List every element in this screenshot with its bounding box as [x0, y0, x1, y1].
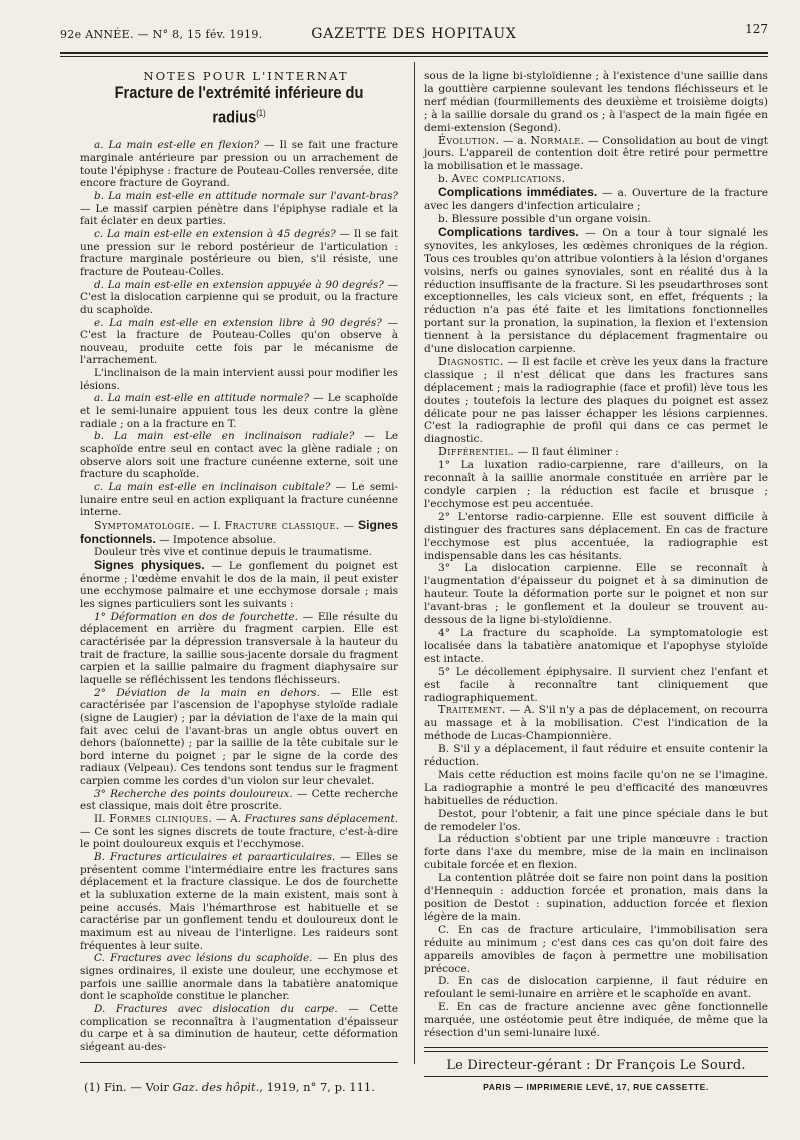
paragraph: B. Fractures articulaires et paraarticulaires. — Elles se présentent comme l'intermédiaire entre les fractures sans déplacement et la fracture classique. Le dos de fourchette et la subluxation externe de la main existent, mais sont à peine accusés. Mais l'hémarthrose est habituelle et se caractérise par un gonflement tendu et douloureux dont le maximum est au niveau de l'interligne. Les raideurs sont fréquentes à leur suite. — [80, 851, 398, 952]
list-item: 2° L'entorse radio-carpienne. Elle est souvent difficile à distinguer des fractures sans déplacement. En cas de fracture l'ecchymose est plus accentuée, la radiographie est indispensable dans les cas hésitants. — [424, 510, 768, 562]
footnote-rule — [80, 1062, 398, 1063]
section-formes: II. Formes cliniques. — A. Fractures sans déplacement. — Ce sont les signes discrets de toute fracture, c'est-à-dire le point douloureux exquis et l'ecchymose. — [80, 812, 398, 851]
section-complications-tardives: Complications tardives. — On a tour à tour signalé les synovites, les ankyloses, les œdèmes chroniques de la région. Tous ces troubles qu'on attribue volontiers à la lésion d'organes voisins, nerfs ou gaines synoviales, sont en réalité dus à la réduction insuffisante de la fracture. Si les pseudarthroses sont exceptionnelles, les cals vicieux sont, en effet, fréquents ; la réduction n'a pas été faite et les limitations fonctionnelles portant sur la pronation, la supination, la flexion et l'extension tiennent à la persistance du déplacement fragmentaire ou d'une dislocation carpienne. — [424, 224, 769, 356]
footnote: (1) Fin. — Voir Gaz. des hôpit., 1919, n° 7, p. 111. — [84, 1080, 375, 1094]
journal-title: GAZETTE DES HOPITAUX — [311, 26, 517, 42]
paragraph: Mais cette réduction est moins facile qu'on ne se l'imagine. La radiographie a montré le peu d'efficacité des manœuvres habituelles de réduction. — [424, 768, 768, 807]
paragraph: C. Fractures avec lésions du scaphoïde. — En plus des signes ordinaires, il existe une douleur, une ecchymose et parfois une saillie anormale dans la tabatière anatomique dont le scaphoïde constitue le plancher. — [80, 952, 399, 1003]
article-title: Fracture de l'extrémité inférieure du radius$^{(1)}$ — [114, 82, 364, 127]
paragraph: La contention plâtrée doit se faire non point dans la position d'Hennequin : adduction forcée et pronation, mais dans la position de Destot : supination, adduction forcée et flexion légère de la main. — [424, 872, 768, 923]
column-divider — [414, 62, 415, 1064]
paragraph: 3° Recherche des points douloureux. — Cette recherche est classique, mais doit être proscrite. — [80, 787, 398, 813]
paragraph: sous de la ligne bi-styloïdienne ; à l'existence d'une saillie dans la gouttière carpienne soulevant les tendons fléchisseurs et le nerf médian (fourmillements des deuxième et troisième doigts) ; à la saillie dorsale du grand os ; à l'aspect de la main figée en demi-extension (Segond). — [424, 70, 768, 134]
paragraph: b. Avec complications. — [438, 172, 566, 186]
printer-rule — [424, 1076, 768, 1077]
paragraph: c. La main est-elle en extension à 45 degrés? — Il se fait une pression sur le rebord postérieur de l'articulation : fracture marginale postérieure ou bien, s'il résiste, une fracture de Pouteau-Colles. — [80, 227, 398, 278]
paragraph: 2° Déviation de la main en dehors. — Elle est caractérisée par l'ascension de l'apophyse styloïde radiale (signe de Laugier) ; par la déviation de l'axe de la main qui fait avec celui de l'avant-bras un angle obtus ouvert en dehors (baïonnette) ; par la saillie de la tête cubitale sur le bord interne du poignet ; par le signe de la corde des radiaux (Velpeau). Ces tendons sont tendus sur le fragment carpien comme les cordes d'un violon sur leur chevalet. — [80, 686, 399, 788]
paragraph: E. En cas de fracture ancienne avec gêne fonctionnelle marquée, une ostéotomie peut être indiquée, de même que la résection d'un semi-lunaire luxé. — [424, 1001, 768, 1040]
paragraph: L'inclinaison de la main intervient aussi pour modifier les lésions. — [80, 367, 398, 392]
paragraph: D. Fractures avec dislocation du carpe. — Cette complication se reconnaîtra à l'augmentation d'épaisseur du carpe et à sa diminution de hauteur, cette déformation siégeant au-des- — [80, 1002, 398, 1053]
list-item: 4° La fracture du scaphoïde. La symptomatologie est localisée dans la tabatière anatomique et l'apophyse styloïde est intacte. — [424, 626, 768, 665]
paragraph: d. La main est-elle en extension appuyée à 90 degrés? — C'est la dislocation carpienne qui se produit, ou la fracture du scaphoïde. — [80, 278, 398, 316]
header-rule — [60, 52, 768, 54]
section-traitement: Traitement. — A. S'il n'y a pas de déplacement, on recourra au massage et à la mobilisation. C'est l'indication de la méthode de Lucas-Championnière. — [424, 703, 768, 743]
paragraph: a. La main est-elle en flexion? — Il se fait une fracture marginale antérieure par pression ou un arrachement de toute l'épiphyse : fracture de Pouteau-Colles renversée, dite encore fracture de Goyrand. — [80, 139, 398, 190]
section-complications-immediates: Complications immédiates. — a. Ouverture de la fracture avec les dangers d'infection articulaire ; — [424, 185, 768, 213]
page-number: 127 — [745, 22, 768, 36]
list-item: 3° La dislocation carpienne. Elle se reconnaît à l'augmentation d'épaisseur du poignet et à sa diminution de hauteur. Toute la déformation porte sur le poignet et non sur l'avant-bras ; le gonflement et la douleur se trouvent au-dessous de la ligne bi-styloïdienne. — [424, 562, 768, 627]
paragraph: D. En cas de dislocation carpienne, il faut réduire en refoulant le semi-lunaire en arrière et le scaphoïde en avant. — [424, 975, 768, 1001]
right-column — [424, 70, 768, 1040]
header-rule-thin — [60, 56, 768, 57]
left-column — [80, 70, 398, 1054]
section-evolution: Évolution. — a. Normale. — Consolidation au bout de vingt jours. L'appareil de contention doit être retiré pour permettre la mobilisation et le massage. — [424, 133, 768, 173]
director-signature: Le Directeur-gérant : Dr François Le Sourd. — [446, 1058, 746, 1073]
paragraph: Douleur très vive et continue depuis le traumatisme. — [94, 546, 372, 559]
printer-line: PARIS — IMPRIMERIE LEVÉ, 17, RUE CASSETTE. — [483, 1082, 709, 1092]
issue-info: 92e ANNÉE. — N° 8, 15 fév. 1919. — [60, 28, 263, 41]
paragraph: c. La main est-elle en inclinaison cubitale? — Le semi-lunaire entre seul en action expliquant la fracture cunéenne interne. — [80, 481, 398, 519]
section-differentiel: Différentiel. — Il faut éliminer : — [438, 445, 619, 459]
list-item: 5° Le décollement épiphysaire. Il survient chez l'enfant et est facile à reconnaître tant cliniquement que radiographiquement. — [424, 665, 768, 704]
list-item: 1° La luxation radio-carpienne, rare d'ailleurs, on la reconnaît à la saillie anormale constituée en arrière par le condyle carpien ; la réduction est facile et brusque ; l'ecchymose est peu accentuée. — [424, 459, 768, 510]
paragraph: Destot, pour l'obtenir, a fait une pince spéciale dans le but de remodeler l'os. — [424, 807, 768, 833]
paragraph: b. La main est-elle en inclinaison radiale? — Le scaphoïde entre seul en contact avec la glène radiale ; on observe alors soit une fracture cunéenne externe, soit une fracture du scaphoïde. — [80, 430, 399, 481]
title-note-ref: (1) — [256, 107, 266, 118]
paragraph: Signes physiques. — Le gonflement du poignet est énorme ; l'œdème envahit le dos de la main, il peut exister une ecchymose palmaire et une ecchymose dorsale ; mais les signes particuliers sont les suivants : — [80, 557, 398, 610]
signature-rule-thin — [424, 1051, 768, 1052]
page-header — [60, 22, 768, 48]
paragraph: La réduction s'obtient par une triple manœuvre : traction forte dans l'axe du membre, mise de la main en inclinaison cubitale forcée et en flexion. — [424, 833, 768, 872]
paragraph: b. Blessure possible d'un organe voisin. — [438, 212, 652, 225]
paragraph: C. En cas de fracture articulaire, l'immobilisation sera réduite au minimum ; c'est dans ces cas qu'on doit faire des appareils amovibles de façon à permettre une mobilisation précoce. — [424, 923, 768, 975]
section-heading: NOTES POUR L'INTERNAT — [143, 69, 349, 83]
section-symptomatologie: Symptomatologie. — I. Fracture classique. — Signes fonctionnels. — Impotence absolue. — [80, 518, 398, 546]
signature-rule — [424, 1047, 768, 1048]
paragraph: B. S'il y a déplacement, il faut réduire et ensuite contenir la réduction. — [424, 743, 768, 769]
section-diagnostic: Diagnostic. — Il est facile et crève les yeux dans la fracture classique ; il n'est délicat que dans les fractures sans déplacement ; mais la radiographie (face et profil) lève tous les doutes ; toutefois la lecture des plaques du poignet est assez délicate pour ne pas laisser échapper les lésions carpiennes. C'est la radiographie de profil qui dans ce cas permet le diagnostic. — [424, 354, 768, 446]
paragraph: a. La main est-elle en attitude normale? — Le scaphoïde et le semi-lunaire appuient tous les deux contre la glène radiale ; on a la fracture en T. — [80, 392, 398, 430]
paragraph: b. La main est-elle en attitude normale sur l'avant-bras? — Le massif carpien pénètre dans l'épiphyse radiale et la fait éclater en deux parties. — [80, 189, 398, 228]
paragraph: 1° Déformation en dos de fourchette. — Elle résulte du déplacement en arrière du fragment carpien. Elle est caractérisée par la dépression transversale à la hauteur du trait de fracture, la saillie sous-jacente dorsale du fragment carpien et la saillie palmaire du fragment diaphysaire sur laquelle se réfléchissent les tendons fléchisseurs. — [80, 610, 398, 686]
paragraph: e. La main est-elle en extension libre à 90 degrés? — C'est la fracture de Pouteau-Colles qu'on observe à nouveau, produite cette fois par le mécanisme de l'arrachement. — [80, 316, 398, 367]
